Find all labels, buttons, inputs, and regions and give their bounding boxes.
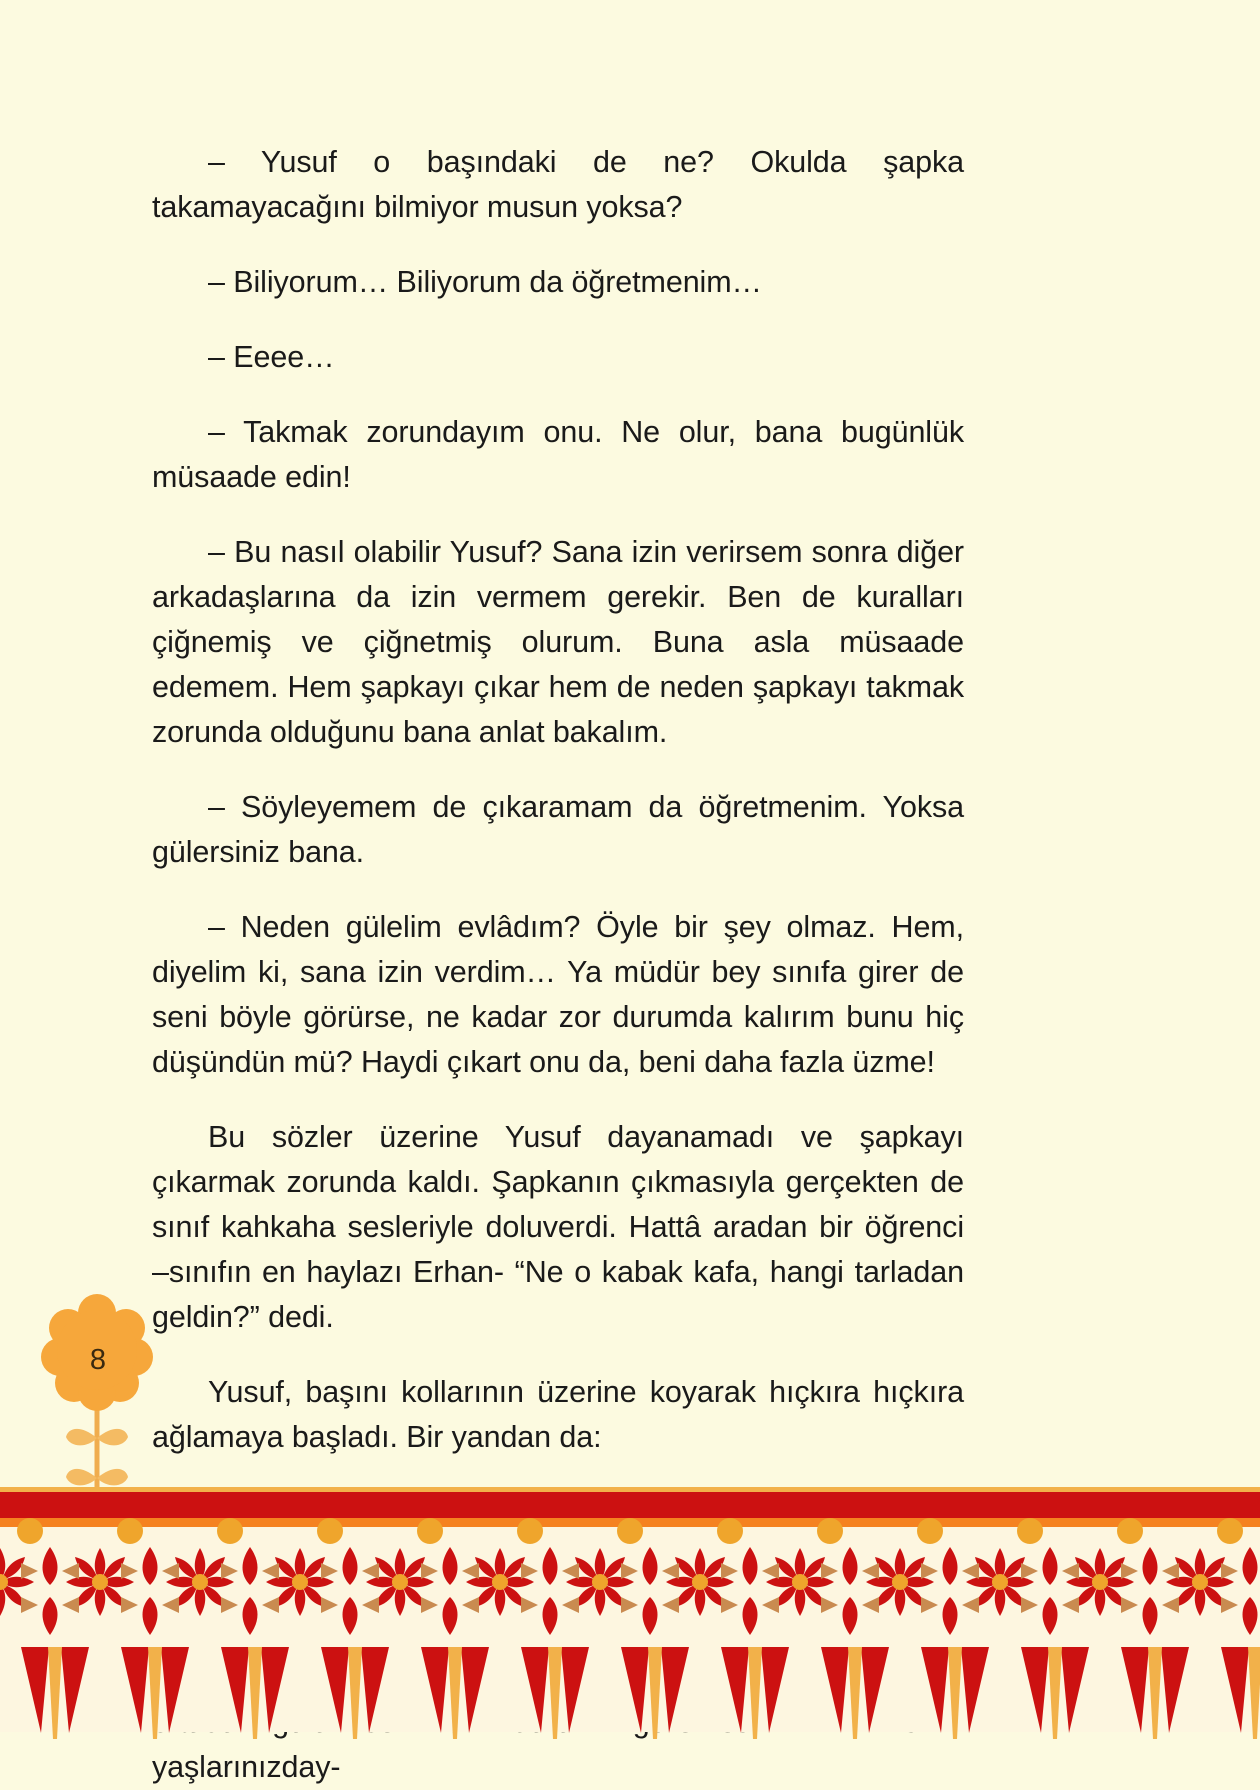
- paragraph: – Eeee…: [208, 340, 335, 374]
- floral-border-graphic: [0, 1487, 1260, 1732]
- bottom-ornamental-border: [0, 1487, 1260, 1732]
- paragraph: – Biliyorum… Biliyorum da öğretmenim…: [208, 265, 762, 299]
- paragraph: – Neden gülelim evlâdım? Öyle bir şey olmaz. Hem, diyelim ki, sana izin verdim… Ya müdür bey sınıfa girer de seni böyle görürse, ne kadar zor durumda kalırım bunu hiç düşündün mü? Haydi çıkart onu da, beni daha fazla üzme!: [152, 910, 964, 1079]
- paragraph: yaşlarınızday-: [152, 1750, 341, 1784]
- paragraph: – Yusuf o başındaki de ne? Okulda şapka takamayacağını bilmiyor musun yoksa?: [152, 145, 964, 224]
- paragraph: – Söyleyemem de çıkaramam da öğretmenim. Yoksa gülersiniz bana.: [152, 790, 964, 869]
- page-number-label: 8: [89, 1344, 107, 1376]
- paragraph: – Takmak zorundayım onu. Ne olur, bana bugünlük müsaade edin!: [152, 415, 964, 494]
- paragraph: Yusuf, başını kollarının üzerine koyarak hıçkıra hıçkıra ağlamaya başladı. Bir yandan da:: [152, 1375, 964, 1454]
- paragraph: Bu sözler üzerine Yusuf dayanamadı ve şapkayı çıkarmak zorunda kaldı. Şapkanın çıkmasıyla gerçekten de sınıf kahkaha sesleriyle doluverdi. Hattâ aradan bir öğrenci –sınıfın en haylazı Erhan- “Ne o kabak kafa, hangi tarladan geldin?” dedi.: [152, 1120, 964, 1334]
- paragraph: – Bu nasıl olabilir Yusuf? Sana izin verirsem sonra diğer arkadaşlarına da izin vermem gerekir. Ben de kuralları çiğnemiş ve çiğnetmiş olurum. Buna asla müsaade edemem. Hem şapkayı çıkar hem de neden şapkayı takmak zorunda olduğunu bana anlat bakalım.: [152, 535, 964, 749]
